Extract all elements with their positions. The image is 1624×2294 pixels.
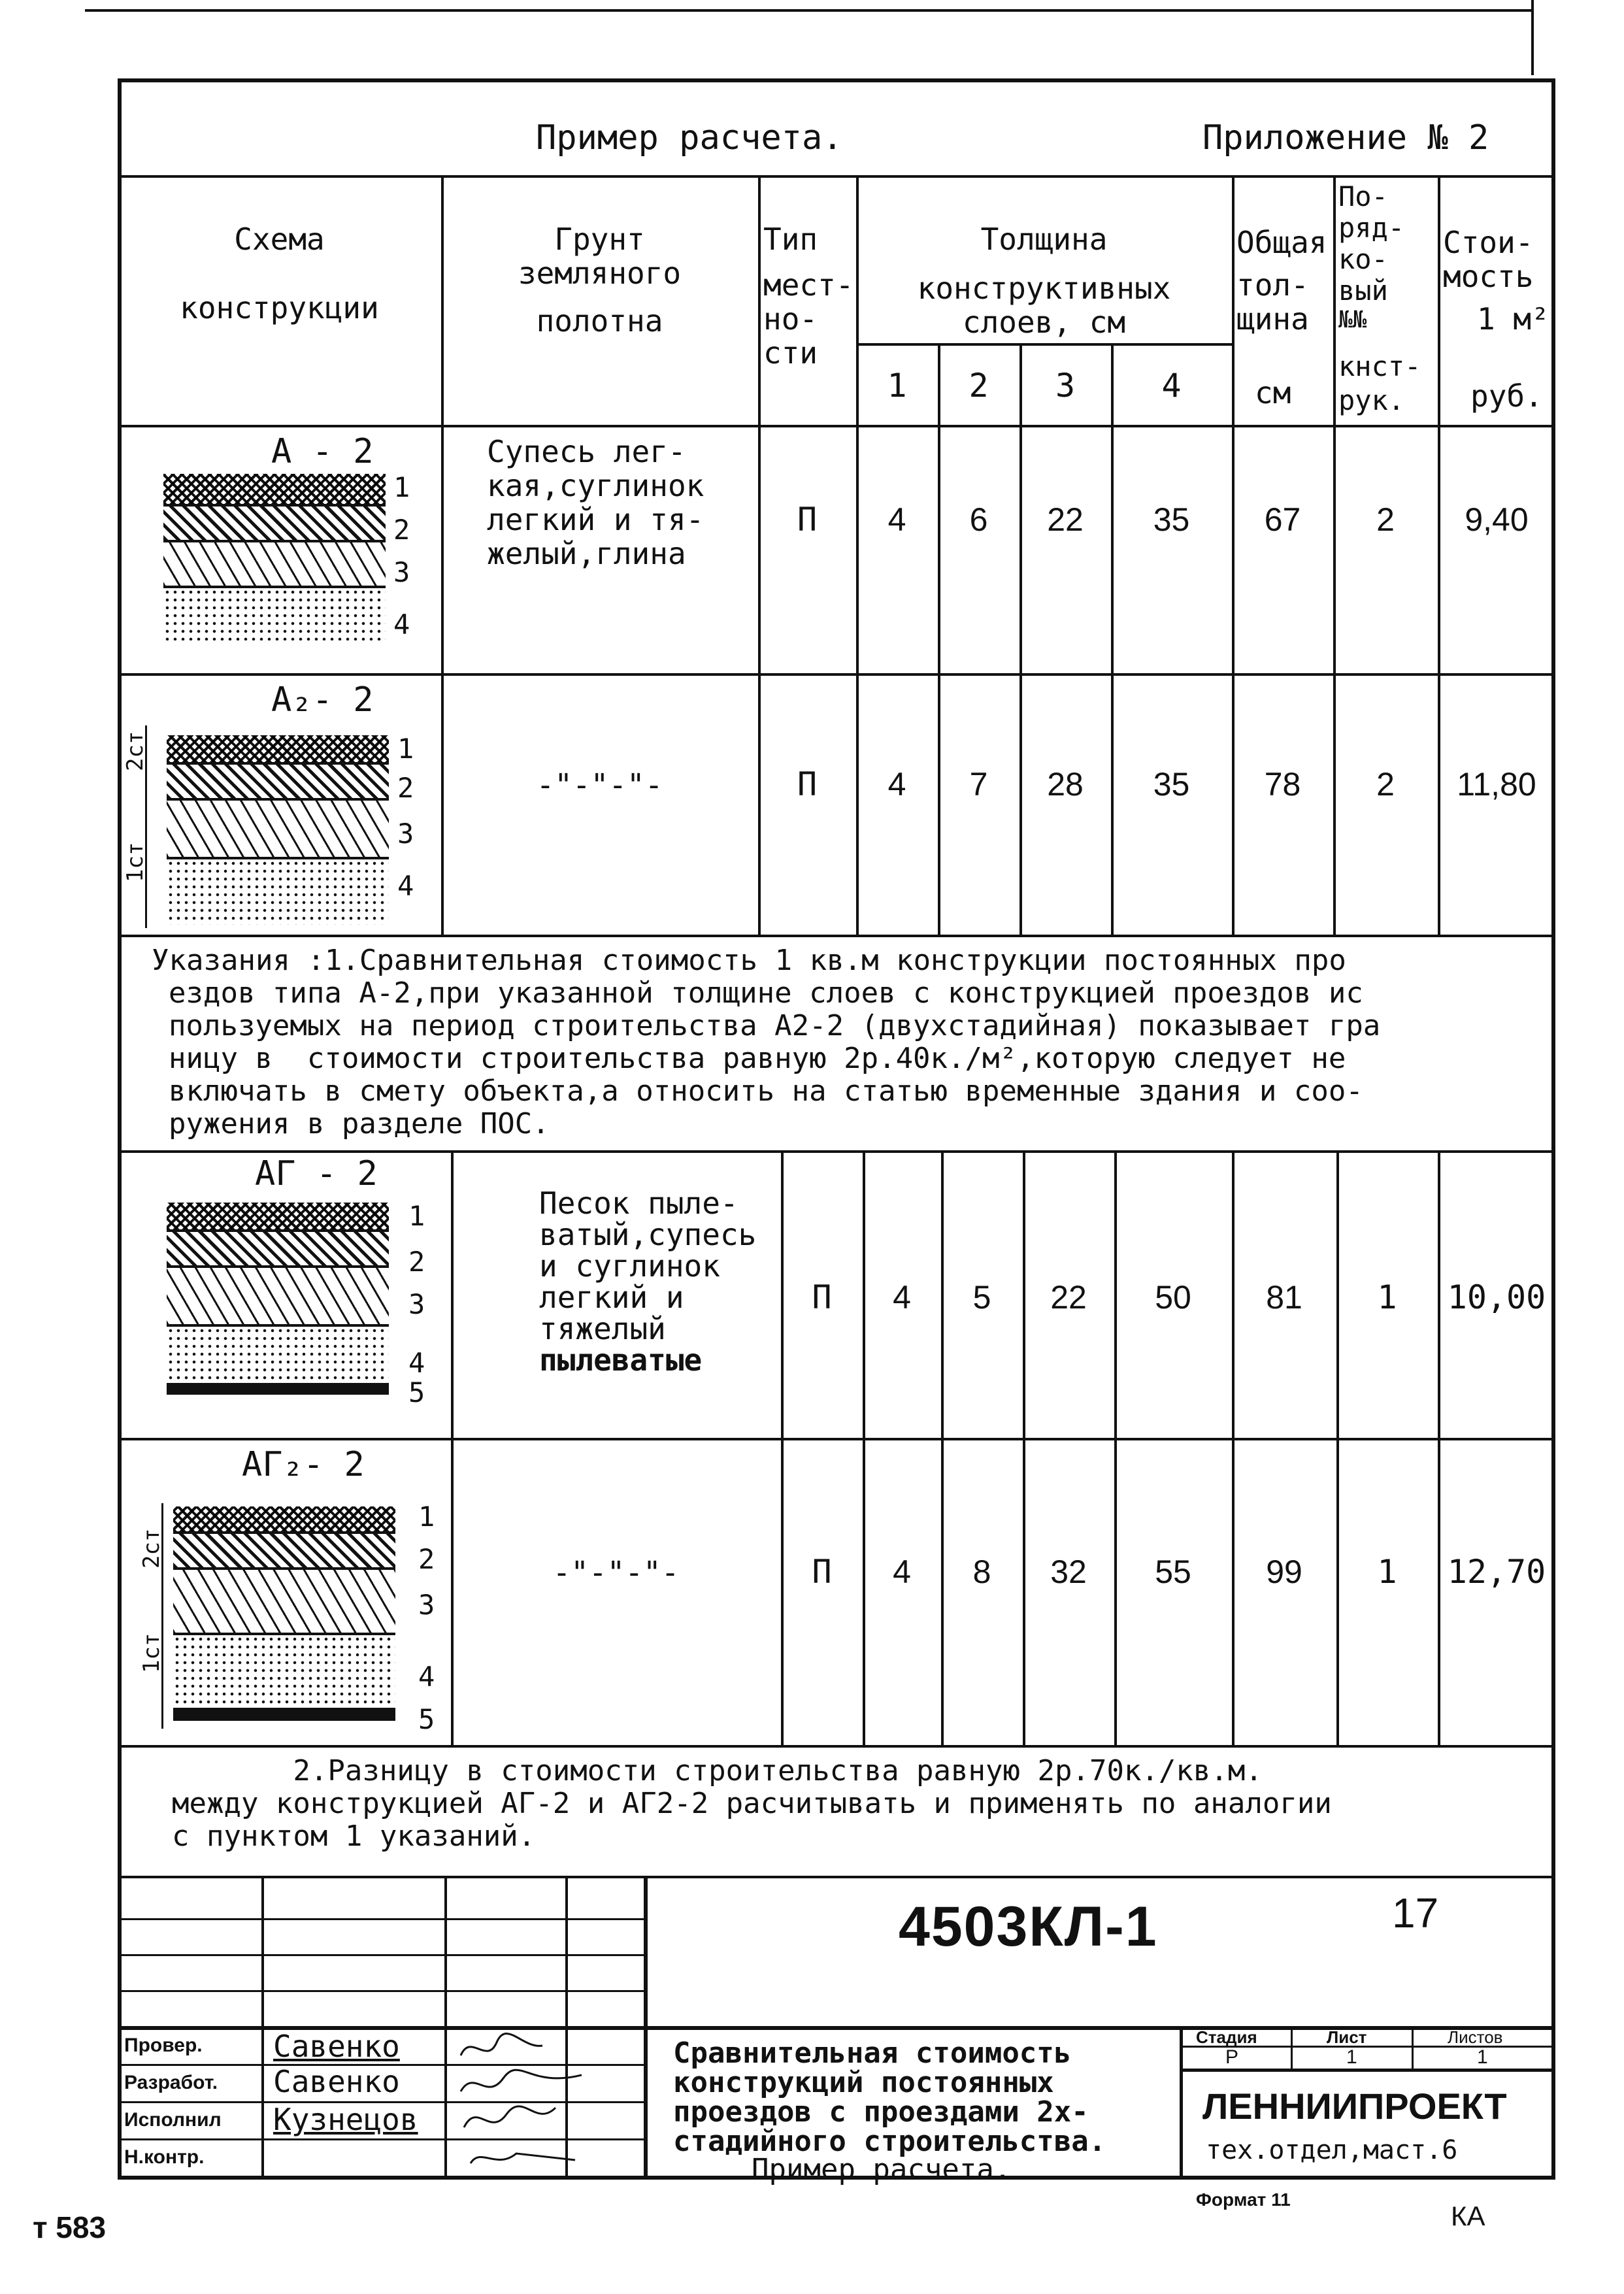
note1-line-4: ницу в стоимости строительства равную 2р.40к./м²,которую следует не [134, 1042, 1346, 1075]
row4-dim-2st: 2ст [139, 1528, 165, 1569]
stamp-h1 [118, 1918, 644, 1920]
row3-order: 1 [1377, 1278, 1397, 1316]
row3-l1: 4 [893, 1279, 911, 1316]
role-checked: Провер. [124, 2035, 203, 2056]
right-mark: КА [1451, 2201, 1485, 2231]
col-order-6: кнст- [1338, 350, 1421, 382]
layer-1 [173, 1506, 395, 1534]
v-l3 [1111, 343, 1114, 935]
row2-num-3: 3 [397, 818, 414, 850]
row3-soil-6: пылеватые [539, 1342, 703, 1378]
stamp-h3 [118, 1990, 644, 1992]
col-cost-3: 1 м² [1477, 301, 1549, 337]
layer-4 [167, 859, 389, 925]
row1-soil-1: Супесь лег- [487, 434, 686, 469]
layer-1 [163, 474, 386, 507]
department: тех.отдел,маст.6 [1206, 2135, 1458, 2165]
row2-dim-line [145, 725, 147, 928]
col-thickness-2: конструктивных [917, 271, 1171, 306]
layer-3 [167, 1268, 389, 1327]
col-terrain-3: но- [763, 301, 818, 337]
col-terrain-4: сти [763, 335, 818, 371]
sheets-label: Листов [1448, 2027, 1503, 2047]
col-total-3: щина [1236, 301, 1309, 337]
col-total-4: см [1255, 375, 1291, 410]
row4-cost: 12,70 [1447, 1553, 1546, 1591]
note1-bottom [118, 1150, 1555, 1153]
row3-num-2: 2 [408, 1246, 425, 1278]
layer-col-1: 1 [887, 367, 907, 405]
note1-line-1: Указания :1.Сравнительная стоимость 1 кв.м конструкции постоянных про [152, 944, 1346, 977]
col-order-4: вый [1338, 274, 1388, 307]
organization: ЛЕННИИПРОЕКТ [1202, 2086, 1507, 2127]
row1-num-4: 4 [393, 608, 410, 640]
row1-order: 2 [1376, 501, 1395, 538]
note1-line-3: пользуемых на период строительства А2-2 (двухстадийная) показывает гра [134, 1009, 1381, 1042]
row3-type: П [812, 1278, 832, 1316]
role-developed: Разработ. [124, 2072, 218, 2093]
layer-col-3: 3 [1055, 367, 1076, 405]
note2-line-1: 2.Разницу в стоимости строительства равную 2р.70к./кв.м. [137, 1754, 1263, 1787]
layer-3 [163, 542, 386, 588]
row2-cost: 11,80 [1457, 766, 1536, 803]
col-cost-1: Стои- [1443, 225, 1534, 260]
row4-bottom [118, 1745, 1555, 1748]
col-cost-2: мость [1443, 259, 1534, 294]
sheet-value: 1 [1346, 2046, 1357, 2068]
col-cost-4: руб. [1470, 378, 1543, 414]
layer-2 [163, 507, 386, 542]
layer-1 [167, 735, 389, 765]
doc-sheet-number: 17 [1392, 1889, 1439, 1937]
doc-code: 4503КЛ-1 [899, 1895, 1158, 1958]
appendix-label: Приложение № 2 [1202, 118, 1489, 158]
corner-mark [1531, 0, 1534, 75]
row1-l1: 4 [887, 501, 906, 538]
note1-line-2: ездов типа А-2,при указанной толщине слоев с конструкцией проездов ис [134, 976, 1363, 1010]
row2-l4: 35 [1153, 766, 1190, 803]
col-scheme-1: Схема [234, 222, 325, 257]
row4-scheme [173, 1506, 395, 1722]
signatures [451, 2029, 640, 2176]
row3-soil-4: легкий и [539, 1280, 684, 1315]
row3-l2: 5 [972, 1279, 991, 1316]
row3-l4: 50 [1155, 1279, 1191, 1316]
row4-num-5: 5 [418, 1703, 435, 1735]
row4-l4: 55 [1155, 1554, 1191, 1590]
row4-l3: 32 [1050, 1554, 1087, 1590]
col-terrain-1: Тип [763, 222, 818, 257]
note2-line-3: с пунктом 1 указаний. [137, 1820, 536, 1853]
row4-num-4: 4 [418, 1661, 435, 1693]
name-developed: Савенко [273, 2064, 400, 2099]
layer-2 [167, 765, 389, 801]
col-order-7: рук. [1338, 384, 1405, 416]
row4-num-2: 2 [418, 1543, 435, 1575]
row2-soil: -"-"-"- [536, 767, 663, 803]
row2-dim-2st: 2ст [122, 731, 148, 771]
row1-l3: 22 [1047, 501, 1084, 538]
v-total-b [1336, 1150, 1339, 1745]
row1-type: П [797, 501, 818, 539]
row3-soil-2: ватый,супесь [539, 1217, 757, 1252]
col-order-2: ряд- [1338, 212, 1405, 244]
row1-num-3: 3 [393, 556, 410, 588]
row4-name: АГ₂- 2 [242, 1445, 365, 1484]
row1-soil-4: желый,глина [487, 536, 686, 571]
thickness-sub [856, 343, 1232, 346]
stage-label: Стадия [1196, 2027, 1257, 2047]
row3-soil-3: и суглинок [539, 1248, 720, 1284]
row3-num-3: 3 [408, 1288, 425, 1320]
stamp-hr2 [1180, 2069, 1555, 2072]
row1-scheme [163, 474, 386, 640]
row2-total: 78 [1264, 766, 1301, 803]
row2-type: П [797, 765, 818, 803]
row2-name: А₂- 2 [271, 680, 374, 720]
row4-type: П [812, 1553, 832, 1591]
doc-title-2: конструкций постоянных [673, 2066, 1054, 2099]
row3-name: АГ - 2 [255, 1154, 378, 1193]
v-l2-b [1023, 1150, 1025, 1745]
row1-soil-2: кая,суглинок [487, 468, 704, 503]
col-total-1: Общая [1236, 225, 1327, 260]
doc-title-5: Пример расчета. [752, 2153, 1012, 2186]
col-soil-2: земляного [518, 256, 682, 291]
top-rule [85, 9, 1533, 12]
v-type-b [863, 1150, 865, 1745]
sheets-value: 1 [1477, 2046, 1488, 2068]
row4-dim-line [161, 1503, 163, 1729]
row2-l1: 4 [887, 766, 906, 803]
row3-bottom [118, 1438, 1555, 1440]
row2-num-4: 4 [397, 870, 414, 902]
layer-4 [163, 588, 386, 640]
v-l2 [1019, 343, 1022, 935]
row1-cost: 9,40 [1465, 501, 1529, 538]
layer-2 [173, 1534, 395, 1570]
note2-bottom [118, 1876, 1555, 1878]
table-top [118, 175, 1555, 178]
role-normcontrol: Н.контр. [124, 2146, 205, 2168]
row3-l3: 22 [1050, 1279, 1087, 1316]
col-soil-3: полотна [536, 303, 663, 339]
role-executed: Исполнил [124, 2109, 222, 2131]
example-title: Пример расчета. [536, 118, 843, 158]
row2-order: 2 [1376, 766, 1395, 803]
v-l4-b [1232, 1150, 1235, 1745]
col-thickness-3: слоев, см [962, 305, 1126, 340]
stamp-vr1 [1180, 2026, 1183, 2180]
row4-num-3: 3 [418, 1589, 435, 1621]
doc-title-3: проездов с проездами 2х- [673, 2095, 1089, 2129]
layer-3 [173, 1570, 395, 1635]
col-terrain-2: мест- [763, 267, 854, 303]
layer-2 [167, 1232, 389, 1268]
row3-scheme [167, 1203, 389, 1399]
row3-soil-1: Песок пыле- [539, 1186, 738, 1221]
col-order-5: №№ [1338, 307, 1367, 333]
v-soil-b [781, 1150, 784, 1745]
v-order-b [1438, 1150, 1440, 1745]
row3-cost: 10,00 [1447, 1278, 1546, 1316]
layer-5 [167, 1386, 389, 1395]
row3-num-4: 4 [408, 1347, 425, 1379]
v-scheme-b [451, 1150, 454, 1745]
row3-soil-5: тяжелый [539, 1311, 666, 1346]
row2-num-2: 2 [397, 772, 414, 804]
col-thickness-1: Толщина [980, 222, 1108, 257]
row1-num-1: 1 [393, 471, 410, 503]
note1-line-5: включать в смету объекта,а относить на статью временные здания и соо- [134, 1074, 1363, 1108]
format-label: Формат 11 [1196, 2189, 1291, 2210]
doc-title-4: стадийного строительства. [673, 2125, 1106, 2158]
layer-4 [173, 1635, 395, 1710]
col-order-3: ко- [1338, 243, 1388, 275]
v-total [1333, 175, 1336, 935]
row1-soil-3: легкий и тя- [487, 502, 704, 537]
row2-l3: 28 [1047, 766, 1084, 803]
v-l1 [938, 343, 940, 935]
row1-l2: 6 [969, 501, 988, 538]
layer-4 [167, 1327, 389, 1386]
row1-name: А - 2 [271, 432, 374, 471]
row1-num-2: 2 [393, 514, 410, 546]
row1-l4: 35 [1153, 501, 1190, 538]
col-order-1: По- [1338, 180, 1388, 212]
stamp-h2 [118, 1954, 644, 1956]
col-scheme-2: конструкции [180, 290, 379, 325]
row4-l1: 4 [893, 1554, 911, 1590]
doc-title-1: Сравнительная стоимость [673, 2036, 1072, 2070]
note2-line-2: между конструкцией АГ-2 и АГ2-2 расчитывать и применять по аналогии [137, 1787, 1332, 1820]
layer-col-2: 2 [969, 367, 989, 405]
row3-total: 81 [1266, 1279, 1302, 1316]
row4-dim-1st: 1ст [139, 1633, 165, 1673]
layer-3 [167, 801, 389, 859]
row2-num-1: 1 [397, 733, 414, 765]
v-soil [758, 175, 761, 935]
header-bottom [118, 425, 1555, 427]
v-order [1438, 175, 1440, 935]
row4-num-1: 1 [418, 1501, 435, 1533]
row1-total: 67 [1264, 501, 1301, 538]
name-executed: Кузнецов [273, 2102, 418, 2137]
v-l3-b [1114, 1150, 1117, 1745]
row1-bottom [118, 673, 1555, 676]
layer-col-4: 4 [1161, 367, 1182, 405]
layer-5 [173, 1710, 395, 1721]
sheet-label: Лист [1327, 2027, 1367, 2047]
col-soil-1: Грунт [554, 222, 645, 257]
stage-value: Р [1225, 2046, 1239, 2068]
row4-total: 99 [1266, 1554, 1302, 1590]
left-code: т 583 [33, 2210, 107, 2244]
row4-order: 1 [1377, 1553, 1397, 1591]
row4-l2: 8 [972, 1554, 991, 1590]
note1-line-6: ружения в разделе ПОС. [134, 1107, 550, 1140]
col-total-2: тол- [1236, 267, 1309, 303]
row3-num-1: 1 [408, 1200, 425, 1232]
row2-bottom [118, 935, 1555, 937]
row2-l2: 7 [969, 766, 988, 803]
layer-1 [167, 1203, 389, 1232]
v-l1-b [941, 1150, 944, 1745]
row3-num-5: 5 [408, 1376, 425, 1408]
v-l4 [1232, 175, 1235, 935]
row2-dim-1st: 1ст [122, 842, 148, 882]
name-checked: Савенко [273, 2029, 400, 2064]
row4-soil: -"-"-"- [552, 1555, 680, 1590]
row2-scheme [167, 735, 389, 925]
